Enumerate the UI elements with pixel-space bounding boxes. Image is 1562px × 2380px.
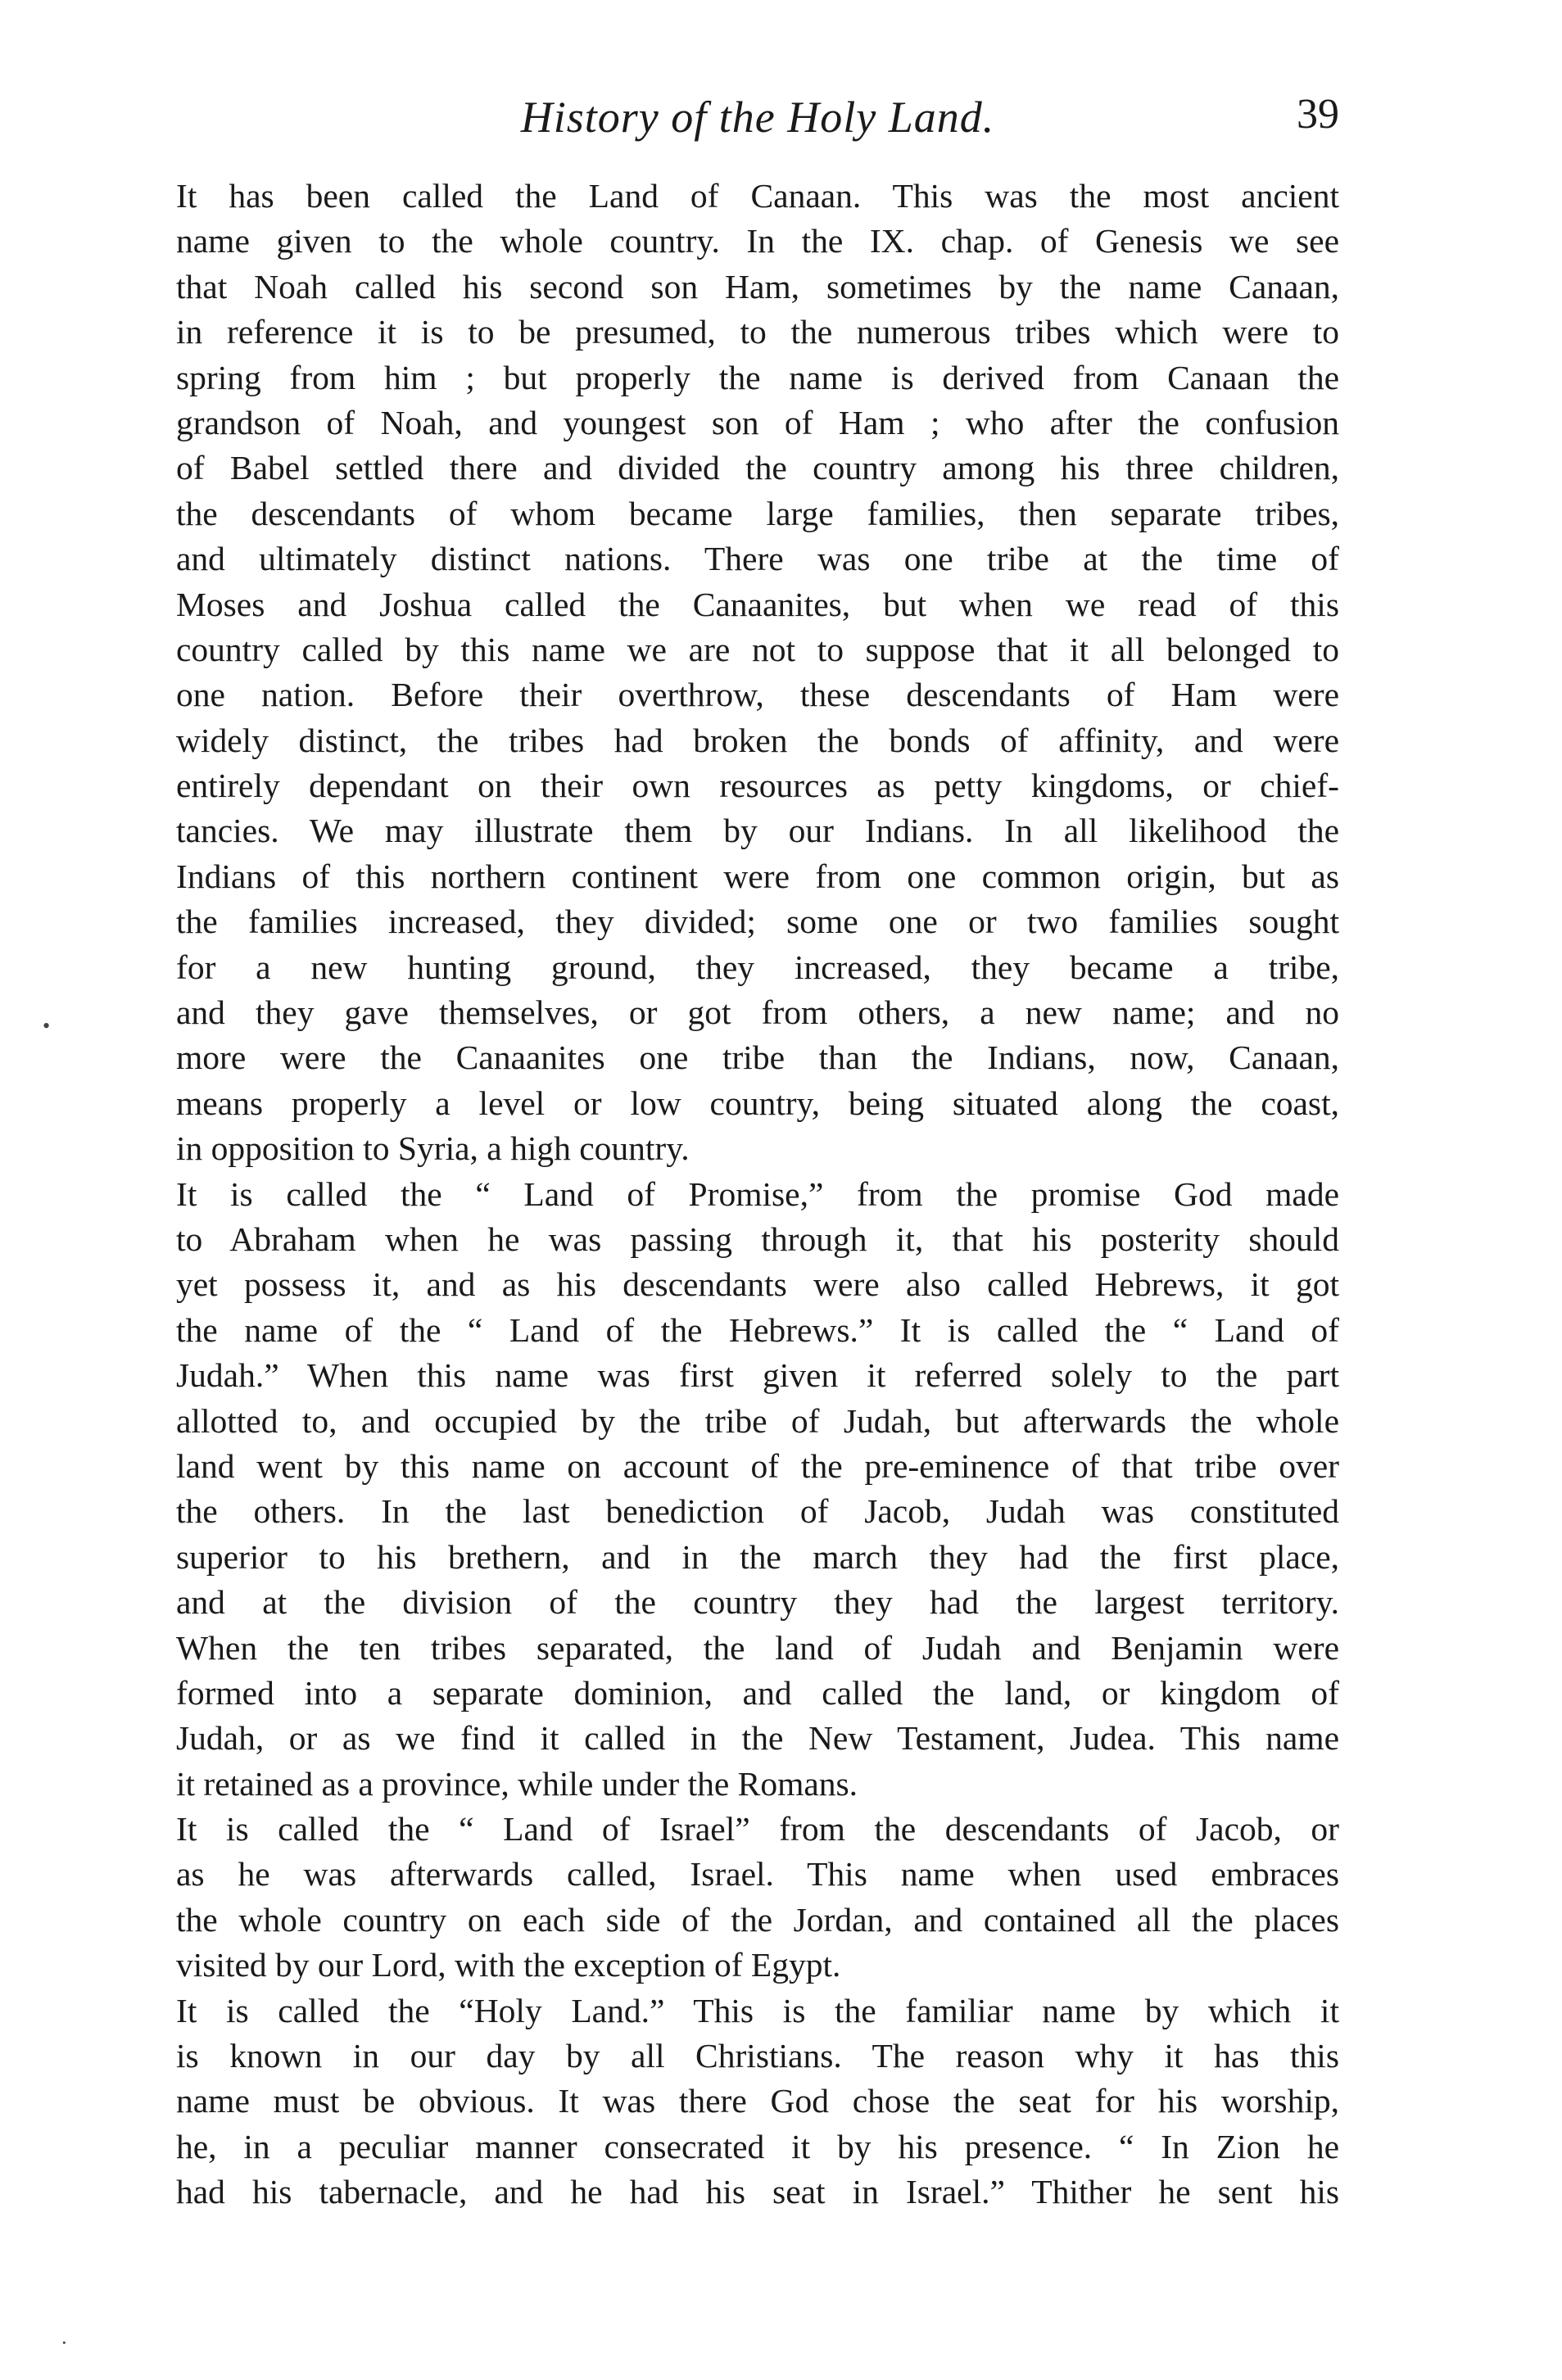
text-line: name must be obvious. It was there God chose the seat for his worship,: [176, 2082, 1339, 2120]
text-line: land went by this name on account of the pre-eminence of that tribe over: [176, 1446, 1339, 1485]
margin-speck: •: [43, 1014, 51, 1038]
text-line: to Abraham when he was passing through it, that his posterity should: [176, 1219, 1339, 1258]
text-line: in opposition to Syria, a high country.: [176, 1129, 690, 1168]
text-line: and ultimately distinct nations. There was one tribe at the time of: [176, 540, 1339, 578]
text-line: the families increased, they divided; some one or two families sought: [176, 903, 1339, 941]
margin-speck: ·: [61, 2331, 68, 2355]
text-line: country called by this name we are not to suppose that it all belonged to: [176, 630, 1339, 668]
running-title: History of the Holy Land.: [520, 93, 995, 142]
text-line: It is called the “ Land of Promise,” from the promise God made: [176, 1174, 1339, 1213]
text-line: had his tabernacle, and he had his seat in Israel.” Thither he sent his: [176, 2173, 1339, 2211]
text-line: name given to the whole country. In the IX. chap. of Genesis we see: [176, 222, 1339, 260]
text-line: Judah.” When this name was first given it referred solely to the part: [176, 1356, 1339, 1395]
text-line: Moses and Joshua called the Canaanites, but when we read of this: [176, 585, 1339, 623]
text-line: It is called the “ Land of Israel” from the descendants of Jacob, or: [176, 1810, 1339, 1848]
text-line: spring from him ; but properly the name is derived from Canaan the: [176, 358, 1339, 396]
text-line: formed into a separate dominion, and called the land, or kingdom of: [176, 1673, 1339, 1712]
text-line: for a new hunting ground, they increased, they became a tribe,: [176, 948, 1339, 986]
text-line: When the ten tribes separated, the land of Judah and Benjamin were: [176, 1628, 1339, 1667]
text-line: as he was afterwards called, Israel. This name when used embraces: [176, 1855, 1339, 1894]
text-line: that Noah called his second son Ham, sometimes by the name Canaan,: [176, 267, 1339, 305]
page-number: 39: [1297, 91, 1339, 138]
text-line: and at the division of the country they had the largest territory.: [176, 1583, 1339, 1622]
text-line: the name of the “ Land of the Hebrews.” It is called the “ Land of: [176, 1310, 1339, 1349]
body-text: [176, 174, 1339, 2215]
text-line: widely distinct, the tribes had broken the bonds of affinity, and were: [176, 721, 1339, 759]
text-line: tancies. We may illustrate them by our Indians. In all likelihood the: [176, 812, 1339, 850]
text-line: entirely dependant on their own resources as petty kingdoms, or chief-: [176, 767, 1339, 805]
text-line: the others. In the last benediction of Jacob, Judah was constituted: [176, 1492, 1339, 1531]
text-line: and they gave themselves, or got from others, a new name; and no: [176, 993, 1339, 1032]
text-line: he, in a peculiar manner consecrated it by his presence. “ In Zion he: [176, 2127, 1339, 2165]
text-line: It is called the “Holy Land.” This is the familiar name by which it: [176, 1991, 1339, 2029]
text-line: yet possess it, and as his descendants were also called Hebrews, it got: [176, 1265, 1339, 1304]
text-line: visited by our Lord, with the exception of Egypt.: [176, 1946, 841, 1984]
text-line: allotted to, and occupied by the tribe of Judah, but afterwards the whole: [176, 1401, 1339, 1440]
text-line: It has been called the Land of Canaan. This was the most ancient: [176, 177, 1339, 215]
text-line: it retained as a province, while under the Romans.: [176, 1764, 858, 1803]
text-line: one nation. Before their overthrow, these descendants of Ham were: [176, 676, 1339, 714]
text-line: in reference it is to be presumed, to the numerous tribes which were to: [176, 313, 1339, 351]
text-line: more were the Canaanites one tribe than the Indians, now, Canaan,: [176, 1038, 1339, 1077]
text-line: superior to his brethern, and in the march they had the first place,: [176, 1537, 1339, 1576]
text-line: grandson of Noah, and youngest son of Ham ; who after the confusion: [176, 403, 1339, 441]
text-line: of Babel settled there and divided the country among his three children,: [176, 449, 1339, 487]
text-line: means properly a level or low country, being situated along the coast,: [176, 1084, 1339, 1122]
text-line: Judah, or as we find it called in the New Testament, Judea. This name: [176, 1719, 1339, 1758]
text-line: is known in our day by all Christians. The reason why it has this: [176, 2037, 1339, 2075]
page-header: [176, 88, 1339, 146]
text-line: Indians of this northern continent were from one common origin, but as: [176, 857, 1339, 895]
text-line: the whole country on each side of the Jordan, and contained all the places: [176, 1900, 1339, 1939]
text-line: the descendants of whom became large families, then separate tribes,: [176, 494, 1339, 532]
